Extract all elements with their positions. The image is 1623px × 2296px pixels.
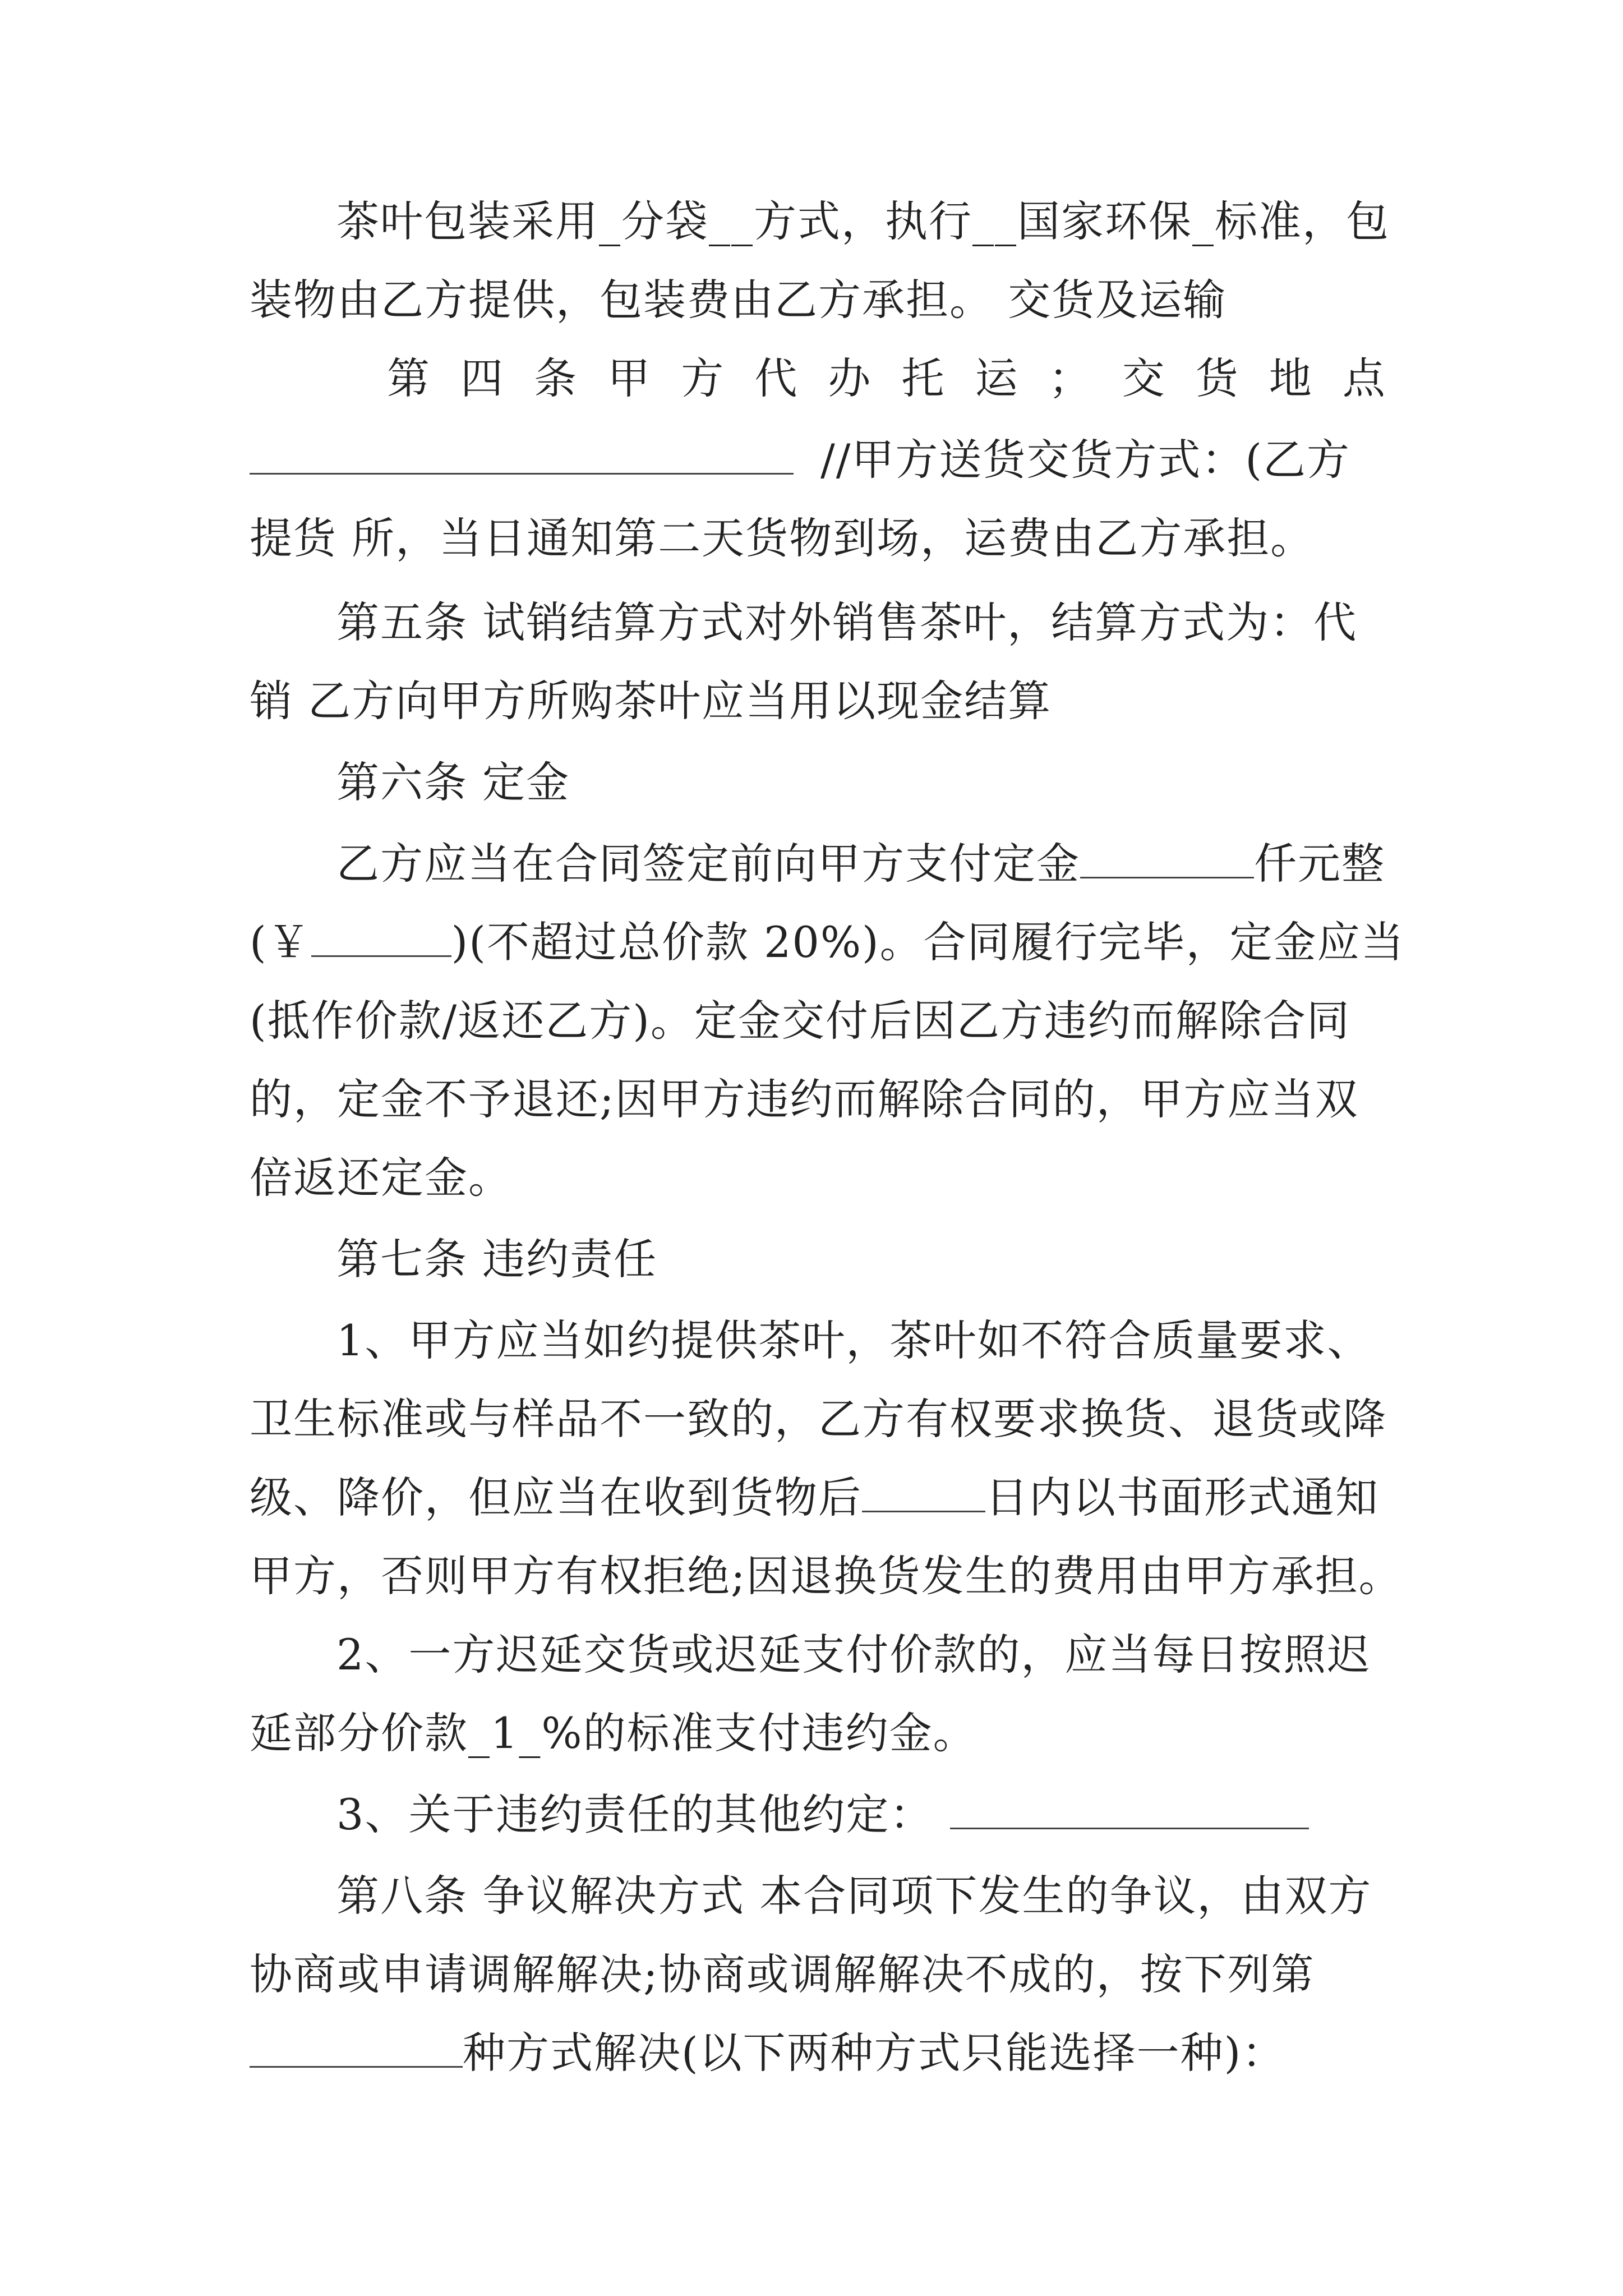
spaced-char: 条	[534, 353, 577, 403]
spaced-char: 代	[754, 353, 797, 403]
text-line-packaging: 茶叶包装采用_分袋__方式，执行__国家环保_标准，包	[336, 196, 1390, 246]
spaced-char: 甲	[607, 353, 651, 403]
deposit-line-4: 的，定金不予退还;因甲方违约而解除合同的，甲方应当双	[250, 1074, 1359, 1124]
deposit-limit-text: )(不超过总价款 20%)。合同履行完毕，定金应当	[451, 917, 1405, 967]
liability-1-line-3	[250, 1470, 1379, 1526]
spaced-char: 地	[1269, 353, 1312, 403]
liability-2-line-2: 延部分价款_1_%的标准支付违约金。	[250, 1708, 977, 1758]
liability-1-line-2: 卫生标准或与样品不一致的，乙方有权要求换货、退货或降	[250, 1394, 1387, 1444]
article-seven-heading: 第七条 违约责任	[336, 1234, 658, 1284]
spaced-char: 方	[681, 353, 724, 403]
liability-text-cont: 日内以书面形式通知	[985, 1473, 1379, 1522]
liability-text: 级、降价，但应当在收到货物后	[250, 1473, 862, 1522]
deposit-line-5: 倍返还定金。	[250, 1153, 512, 1203]
currency-open: (￥	[250, 917, 311, 967]
liability-2-line-1: 2、一方迟延交货或迟延支付价款的，应当每日按照迟	[336, 1630, 1371, 1680]
blank-dispute-method	[250, 2029, 463, 2068]
deposit-unit: 仟元整	[1254, 839, 1385, 889]
text-line-packaging-cont: 装物由乙方提供，包装费由乙方承担。 交货及运输	[250, 275, 1227, 325]
spaced-char: 办	[828, 353, 871, 403]
spaced-char: 运	[975, 353, 1018, 403]
article-eight-line-3	[250, 2025, 1285, 2081]
spaced-char: 托	[901, 353, 944, 403]
article-six-heading: 第六条 定金	[336, 757, 570, 807]
blank-deposit-figure	[311, 918, 451, 957]
article-five: 第五条 试销结算方式对外销售茶叶，结算方式为：代	[336, 597, 1358, 647]
deposit-line-3: (抵作价款/返还乙方)。定金交付后因乙方违约而解除合同	[250, 996, 1350, 1046]
blank-deposit-amount	[1080, 840, 1254, 878]
spaced-char: 四	[460, 353, 504, 403]
deposit-line-1	[336, 836, 1385, 892]
liability-1-line-4: 甲方，否则甲方有权拒绝;因退换货发生的费用由甲方承担。	[250, 1551, 1403, 1601]
liability-3-text: 3、关于违约责任的其他约定：	[336, 1789, 934, 1839]
dispute-method-text: 种方式解决(以下两种方式只能选择一种)：	[463, 2028, 1286, 2078]
blank-days	[862, 1474, 985, 1512]
article-eight-line-2: 协商或申请调解解决;协商或调解解决不成的，按下列第	[250, 1949, 1315, 1999]
article-eight-line-1: 第八条 争议解决方式 本合同项下发生的争议，由双方	[336, 1871, 1372, 1921]
spaced-char: 第	[387, 353, 430, 403]
spaced-char: 点	[1342, 353, 1385, 403]
deposit-text: 乙方应当在合同签定前向甲方支付定金	[336, 839, 1080, 889]
liability-1-line-1: 1、甲方应当如约提供茶叶，茶叶如不符合质量要求、	[336, 1315, 1371, 1365]
article-five-cont: 销 乙方向甲方所购茶叶应当用以现金结算	[250, 676, 1052, 726]
spaced-char: 交	[1122, 353, 1165, 403]
text-line-delivery	[250, 432, 1350, 488]
spaced-char: ；	[1048, 353, 1091, 403]
text-line-delivery-cont: 提货 所，当日通知第二天货物到场，运费由乙方承担。	[250, 513, 1315, 563]
article-four-heading	[387, 351, 1385, 407]
liability-3-line	[336, 1787, 1309, 1843]
blank-other-liability	[950, 1791, 1309, 1829]
deposit-line-2	[250, 914, 1405, 970]
spaced-char: 货	[1195, 353, 1238, 403]
delivery-method-text: //甲方送货交货方式：(乙方	[820, 435, 1351, 485]
blank-delivery-location	[250, 436, 794, 475]
